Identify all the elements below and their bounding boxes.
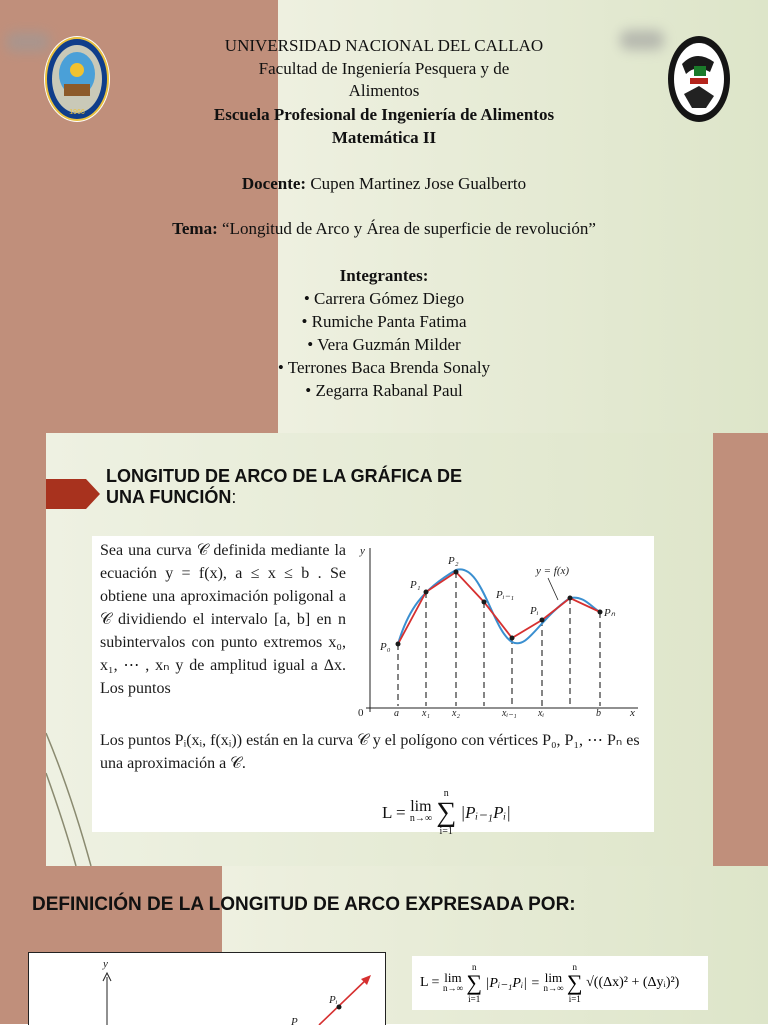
slide3-graph [29,953,385,1025]
slide3-y-label: y [103,958,108,970]
integrante-item: • Carrera Gómez Diego [303,289,465,308]
slide3-title: DEFINICIÓN DE LA LONGITUD DE ARCO EXPRESADA POR: [32,894,576,915]
s3-formula-sum2-bottom: i=1 [568,994,581,1004]
slide3-figure [28,952,386,1025]
integrante-item: • Vera Guzmán Milder [307,335,461,354]
formula-lhs: L = [382,803,406,822]
graph-tick-a: a [394,708,399,719]
slide2-paragraph2: Los puntos Pᵢ(xᵢ, f(xᵢ)) están en la curva 𝒞 y el polígono con vértices P₀, P₁, ⋯ Pₙ es una aproximación a 𝒞. [100,732,640,772]
graph-origin: 0 [358,707,364,719]
tema-value: “Longitud de Arco y Área de superficie de revolución” [217,219,596,238]
graph-point-pi-1: Pᵢ₋₁ [496,589,515,601]
graph-tick-b: b [596,708,601,719]
s3-formula-lim-sub: n→∞ [442,983,463,993]
blurred-mark-right [620,30,664,50]
slide3-red-line [319,977,369,1025]
school-name: Escuela Profesional de Ingeniería de Alimentos [213,105,555,124]
formula-sum-top: n [443,788,449,799]
slide2-formula [382,788,511,838]
slide3-point-b: P [291,1016,298,1025]
graph-y-label: y [360,545,365,557]
s3-formula-lim2-sub: n→∞ [543,983,564,993]
slide2-right-margin [713,433,768,866]
integrante-item: • Rumiche Panta Fatima [301,312,467,331]
docente-line [150,173,618,195]
sum-sigma-icon: ∑ [566,970,583,995]
graph-point-pi: Pᵢ [530,605,539,617]
slide3-formula [412,956,708,1010]
graph-point-p0: P₀ [380,641,391,653]
s3-formula-sum-top: n [471,962,477,972]
sum-sigma-icon: ∑ [436,797,457,828]
tema-line [100,218,668,240]
arc-length-graph [352,540,652,720]
title-arrow-icon [46,479,102,509]
graph-x-label: x [630,707,635,719]
graph-tick-xi: xᵢ [538,708,545,719]
s3-formula-lhs: L = [420,975,440,990]
slide2-content-box [92,536,654,837]
university-logo-left [42,34,112,124]
docente-name: Cupen Martinez Jose Gualberto [306,174,527,193]
school-logo-right [666,34,732,124]
logo-year: 1966 [69,109,85,116]
faculty-line1: Facultad de Ingeniería Pesquera y de [258,59,510,78]
integrantes-label: Integrantes: [339,266,429,285]
integrante-item: • Terrones Baca Brenda Sonaly [277,358,491,377]
formula-term: |Pᵢ₋₁Pᵢ| [460,803,511,822]
formula-sum-bottom: i=1 [439,826,453,837]
slide2-title [106,466,556,508]
s3-formula-sum2-top: n [572,962,577,972]
formula-lim: lim [410,798,432,815]
graph-tick-xi-1: xᵢ₋₁ [502,708,517,719]
course-name: Matemática II [331,128,437,147]
docente-label: Docente: [241,174,307,193]
s3-formula-term1: |Pᵢ₋₁Pᵢ| = [485,975,540,991]
s3-formula-sum-bottom: i=1 [468,994,481,1004]
graph-point-pn: Pₙ [604,607,616,619]
slide2-title-colon: : [231,487,237,507]
s3-formula-lim2: lim [544,970,563,985]
faculty-line2: Alimentos [348,81,420,100]
formula-lim-sub: n→∞ [409,813,432,824]
graph-curve-label: y = f(x) [536,565,570,577]
slide3-point-a: Pᵢ [329,994,338,1006]
slide2-paragraph1: Sea una curva 𝒞 definida mediante la ecuación y = f(x), a ≤ x ≤ b . Se obtiene una aproximación poligonal a 𝒞 dividiendo el intervalo [a, b] en n subintervalos con punto extremos x₀, x₁, ⋯ , xₙ y de amplitud igual a Δx. Los puntos [100,542,346,697]
integrante-item: • Zegarra Rabanal Paul [305,381,463,400]
university-name: UNIVERSIDAD NACIONAL DEL CALLAO [224,36,544,55]
s3-formula-term2: √((Δx)² + (Δyᵢ)²) [586,975,680,990]
graph-point-p2: P₂ [448,555,459,567]
graph-tick-x1: x₁ [422,708,430,719]
sum-sigma-icon: ∑ [466,970,483,995]
graph-tick-x2: x₂ [452,708,460,719]
slide2-title-line2: UNA FUNCIÓN [106,487,232,507]
s3-formula-lim: lim [444,970,462,985]
slide2-title-line1: LONGITUD DE ARCO DE LA GRÁFICA DE [106,466,462,486]
graph-point-p1: P₁ [410,579,421,591]
slide2-left-margin [0,433,46,866]
tema-label: Tema: [172,219,218,238]
